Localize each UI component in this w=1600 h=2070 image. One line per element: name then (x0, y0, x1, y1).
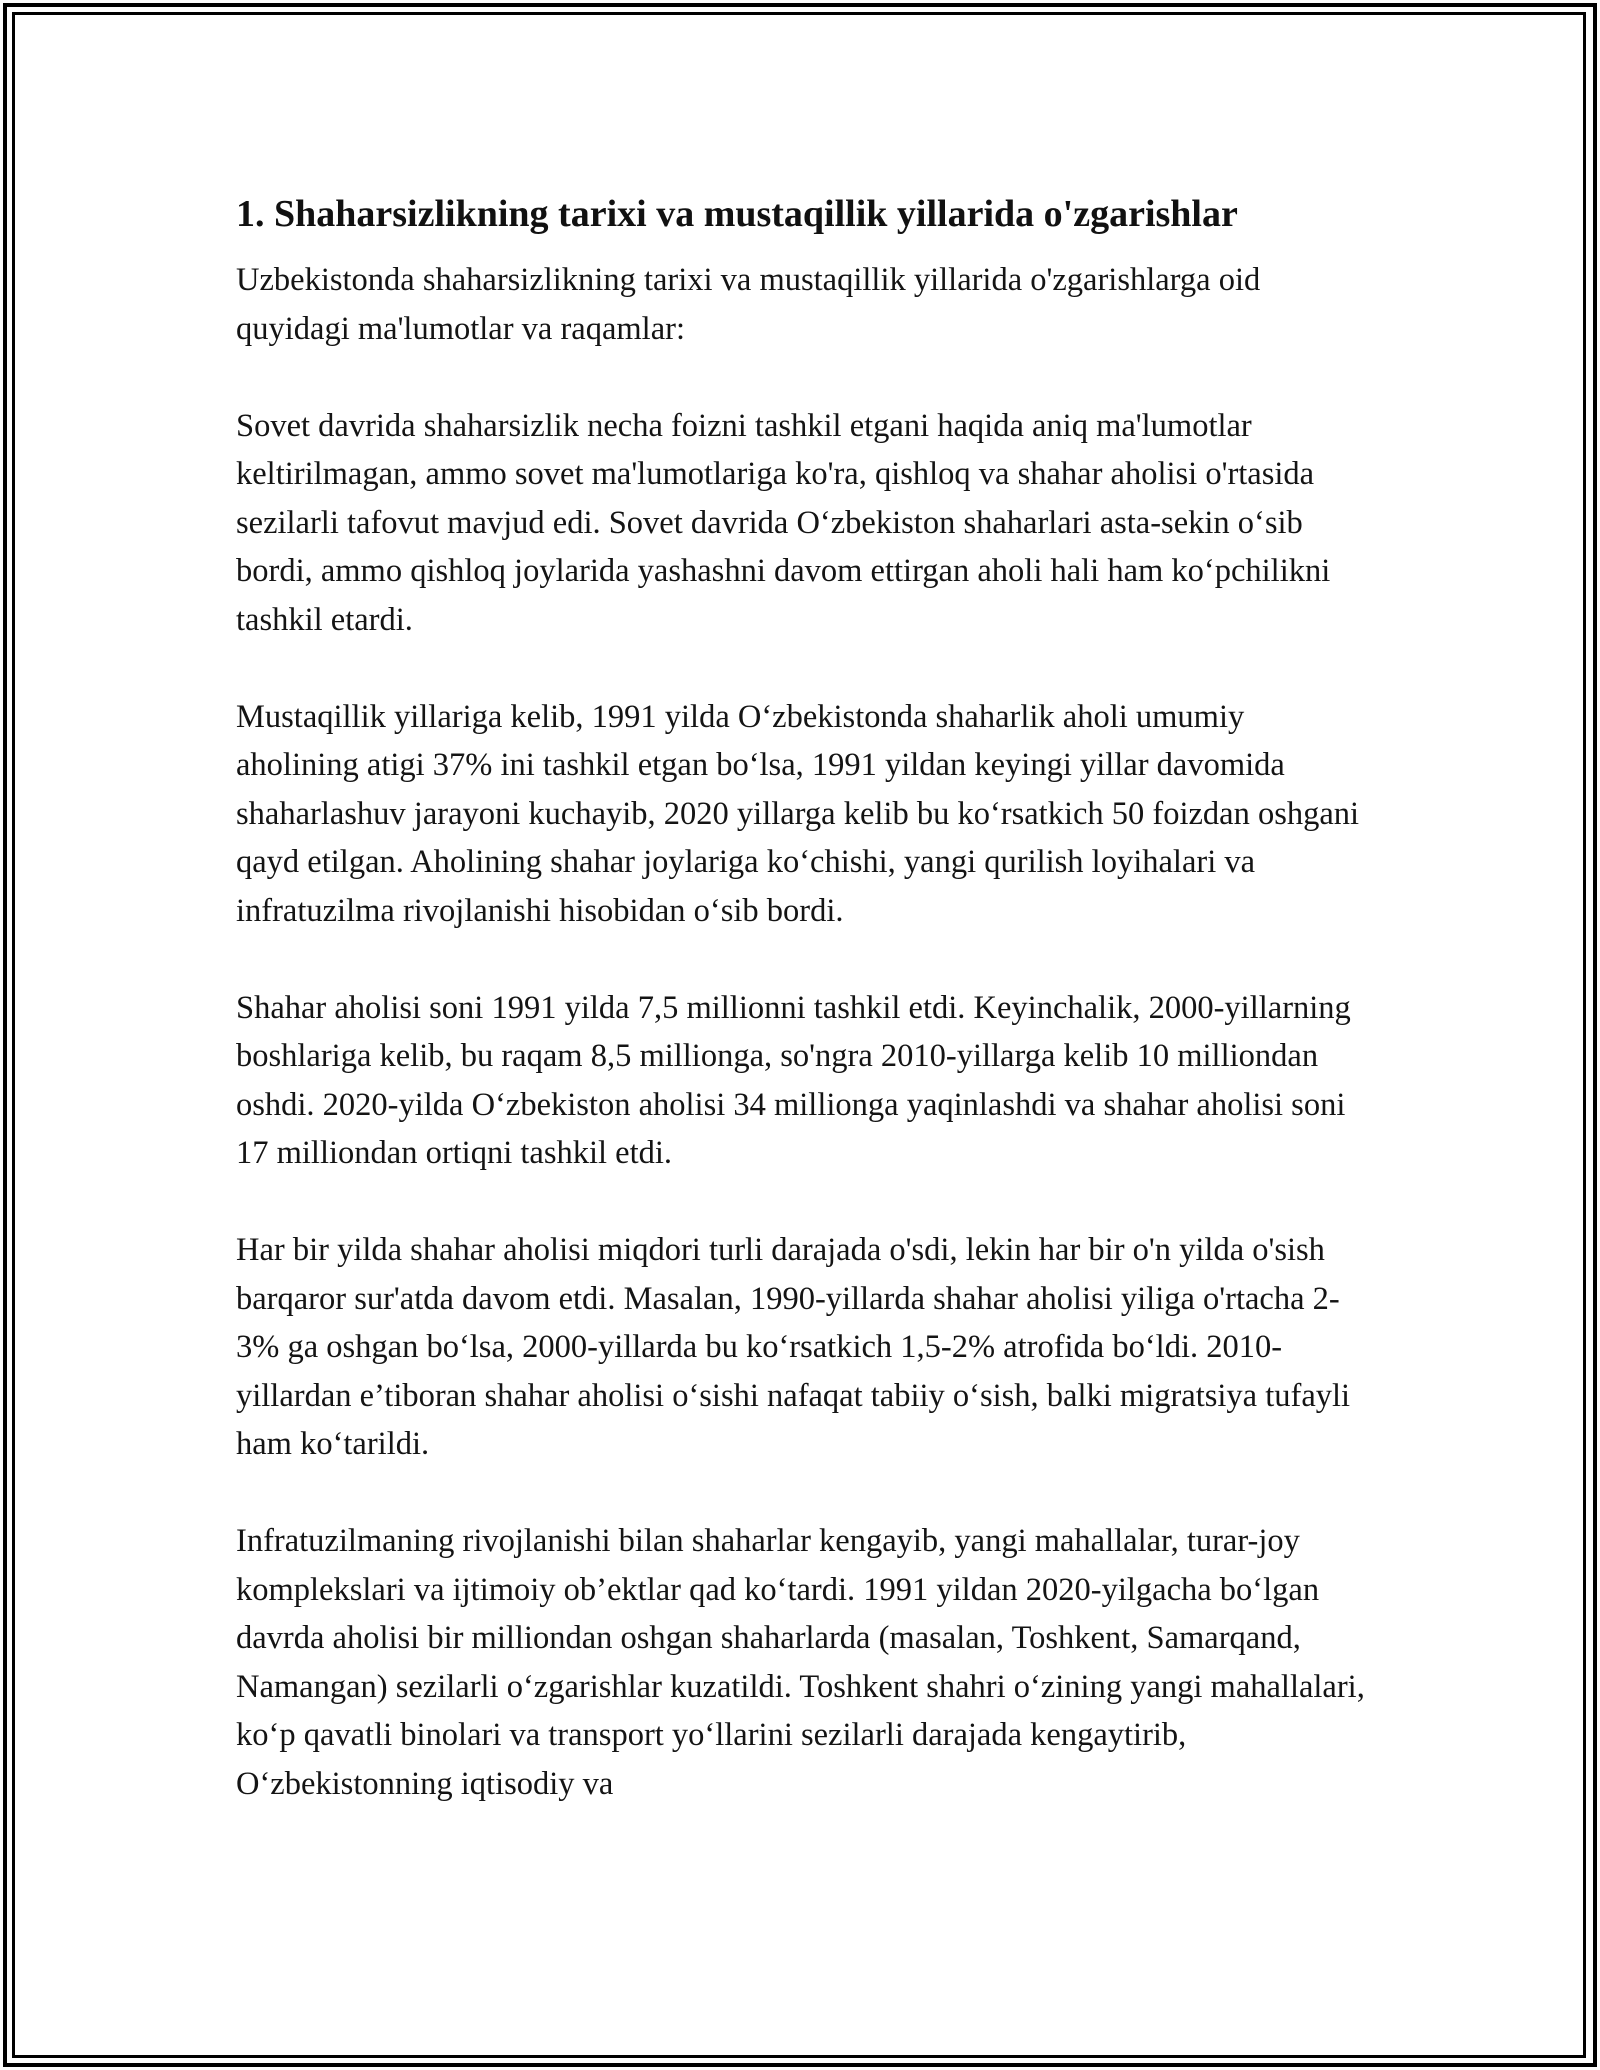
paragraph-urban-population: Shahar aholisi soni 1991 yilda 7,5 millionni tashkil etdi. Keyinchalik, 2000-yillarning boshlariga kelib, bu raqam 8,5 millionga, so'ngra 2010-yillarga kelib 10 milliondan oshdi. 2020-yilda O‘zbekiston aholisi 34 millionga yaqinlashdi va shahar aholisi soni 17 milliondan ortiqni tashkil etdi. (236, 989, 1351, 1171)
paragraph-intro: Uzbekistonda shaharsizlikning tarixi va mustaqillik yillarida o'zgarishlarga oid quyidagi ma'lumotlar va raqamlar: (236, 262, 1261, 347)
paragraph-soviet-period: Sovet davrida shaharsizlik necha foizni tashkil etgani haqida aniq ma'lumotlar keltirilmagan, ammo sovet ma'lumotlariga ko'ra, qishloq va shahar aholisi o'rtasida sezilarli tafovut mavjud edi. Sovet davrida O‘zbekiston shaharlari asta-sekin o‘sib bordi, ammo qishloq joylarida yashashni davom ettirgan aholi hali ham ko‘pchilikni tashkil etardi. (236, 407, 1331, 638)
paragraph-growth-rates: Har bir yilda shahar aholisi miqdori turli darajada o'sdi, lekin har bir o'n yilda o'sish barqaror sur'atda davom etdi. Masalan, 1990-yillarda shahar aholisi yiliga o'rtacha 2-3% ga oshgan bo‘lsa, 2000-yillarda bu ko‘rsatkich 1,5-2% atrofida bo‘ldi. 2010-yillardan e’tiboran shahar aholisi o‘sishi nafaqat tabiiy o‘sish, balki migratsiya tufayli ham ko‘tarildi. (236, 1232, 1351, 1462)
document-body (236, 186, 1366, 1808)
paragraph-infrastructure: Infratuzilmaning rivojlanishi bilan shaharlar kengayib, yangi mahallalar, turar-joy komplekslari va ijtimoiy ob’ektlar qad ko‘tardi. 1991 yildan 2020-yilgacha bo‘lgan davrda aholisi bir milliondan oshgan shaharlarda (masalan, Toshkent, Samarqand, Namangan) sezilarli o‘zgarishlar kuzatildi. Toshkent shahri o‘zining yangi mahallalari, ko‘p qavatli binolari va transport yo‘llarini sezilarli darajada kengaytirib, O‘zbekistonning iqtisodiy va (236, 1523, 1365, 1802)
section-heading: 1. Shaharsizlikning tarixi va mustaqillik yillarida o'zgarishlar (236, 193, 1238, 235)
paragraph-independence-years: Mustaqillik yillariga kelib, 1991 yilda O‘zbekistonda shaharlik aholi umumiy aholining atigi 37% ini tashkil etgan bo‘lsa, 1991 yildan keyingi yillar davomida shaharlashuv jarayoni kuchayib, 2020 yillarga kelib bu ko‘rsatkich 50 foizdan oshgani qayd etilgan. Aholining shahar joylariga ko‘chishi, yangi qurilish loyihalari va infratuzilma rivojlanishi hisobidan o‘sib bordi. (236, 698, 1360, 929)
